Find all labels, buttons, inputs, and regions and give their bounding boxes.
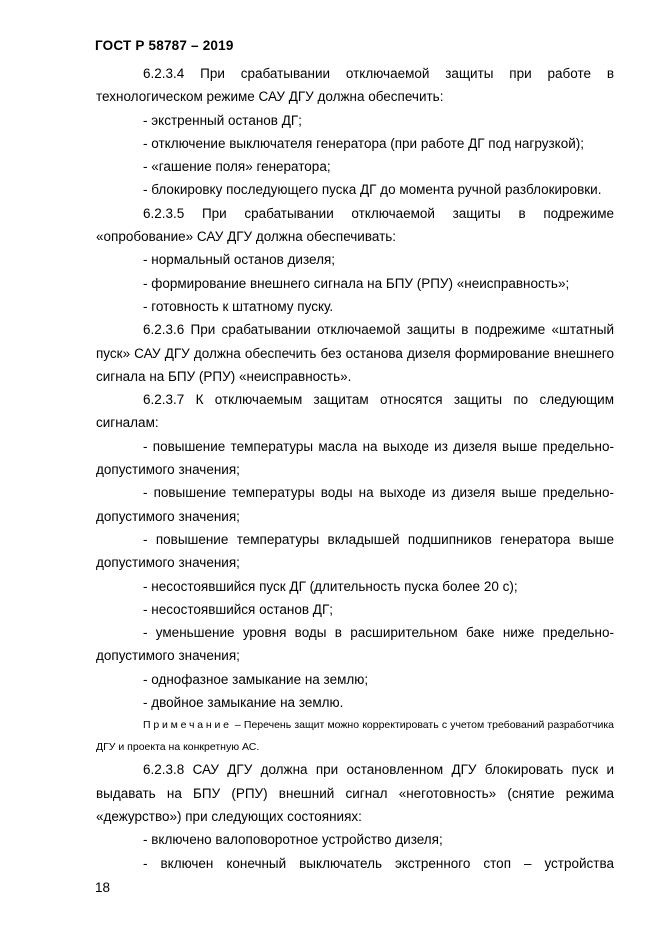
page-number: 18 [95,880,111,895]
paragraph-6-2-3-4-line2: технологическом режиме САУ ДГУ должна обеспечить: [96,89,444,105]
signal-item: - повышение температуры масла на выходе из дизеля выше предельно-допустимого значения; [96,438,614,478]
list-item: - нормальный останов дизеля; [143,252,336,268]
list-item: - включено валоповоротное устройство дизеля; [143,832,443,848]
signal-item: - двойное замыкание на землю. [143,695,344,711]
signal-item: - повышение температуры воды на выходе из дизеля выше предельно-допустимого значения; [96,485,614,524]
list-item: - отключение выключателя генератора (при работе ДГ под нагрузкой); [143,135,584,151]
signal-item: - несостоявшийся пуск ДГ (длительность пуска более 20 с); [143,578,518,594]
paragraph-6-2-3-5-line1: 6.2.3.5 При срабатывании отключаемой защиты в подрежиме [143,205,614,221]
list-item: - экстренный останов ДГ; [143,112,302,128]
signal-item: - уменьшение уровня воды в расширительном баке ниже предельно-допустимого значения; [96,625,614,664]
signal-item: - однофазное замыкание на землю; [143,671,369,687]
note [96,714,614,758]
paragraph-6-2-3-5-line2: «опробование» САУ ДГУ должна обеспечивать: [96,229,397,245]
paragraph-6-2-3-7-line2: сигналам: [96,415,159,431]
note-label: Примечание [143,719,232,732]
list-item: - готовность к штатному пуску. [143,298,334,314]
list-item: - блокировку последующего пуска ДГ до момента ручной разблокировки. [143,182,602,198]
signal-item: - несостоявшийся останов ДГ; [143,601,334,617]
document-header: ГОСТ Р 58787 – 2019 [95,38,234,53]
list-item: - формирование внешнего сигнала на БПУ (РПУ) «неисправность»; [143,275,570,291]
paragraph-6-2-3-6: 6.2.3.6 При срабатывании отключаемой защиты в подрежиме «штатный пуск» САУ ДГУ должна обеспечить без останова дизеля формирование внешнего сигнала на БПУ (РПУ) «неисправность». [96,322,614,384]
paragraph-6-2-3-4-line1: 6.2.3.4 При срабатывании отключаемой защиты при работе в [143,66,614,81]
note-text: – Перечень защит можно корректировать с учетом требований разработчика ДГУ и проекта на конкретную АС. [96,719,614,754]
page-content [96,62,614,875]
paragraph-6-2-3-7-line1: 6.2.3.7 К отключаемым защитам относятся защиты по следующим [143,392,614,408]
signal-item: - повышение температуры вкладышей подшипников генератора выше допустимого значения; [96,531,614,571]
list-item: - «гашение поля» генератора; [143,159,331,175]
list-item: - включен конечный выключатель экстренного стоп – устройства [143,855,614,871]
paragraph-6-2-3-8: 6.2.3.8 САУ ДГУ должна при остановленном ДГУ блокировать пуск и выдавать на БПУ (РПУ) внешний сигнал «неготовность» (снятие режима «дежурство») при следующих состояниях: [96,762,614,824]
